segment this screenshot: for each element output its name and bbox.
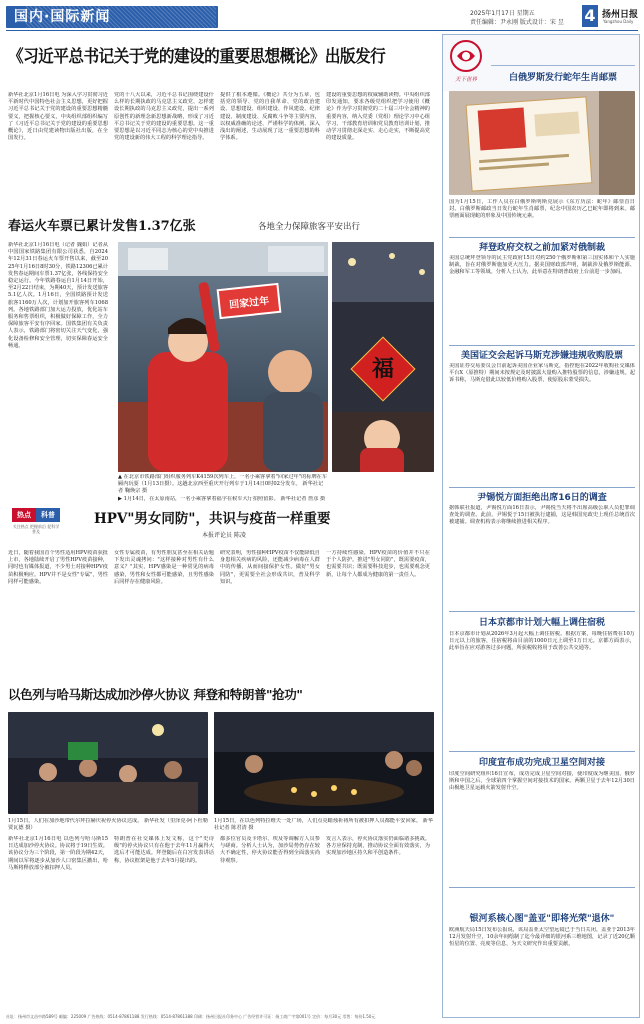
ceasefire-story [6,684,436,1020]
hpv-badge [8,508,68,542]
story3-text: 美国证券交易委员会日前起诉美国企业家马斯克，指控他在2022年收购社交媒体平台X（原推特）期间未按规定及时披露大量购入推特股票的信息，涉嫌违规。起诉书称，马斯克借此以较低价格购入股票，使原股东蒙受损失。 [449,363,635,384]
hpv-headline: HPV"男女同防"，共识与疫苗一样重要 [94,511,331,527]
sidebar-header-rule [491,65,635,66]
story1-text: 国为1月15日，工作人员在白俄罗斯明斯克展示《东方历法：蛇年》邮票首日封。白俄罗斯邮政当日发行蛇年生肖邮票，纪念中国农历乙巳蛇年即将到来。邮票画面展现蛇的形象及中国传统元素。 [449,199,635,220]
chunyun-photo-train [118,242,328,472]
chunyun-story [6,214,436,502]
story1-title: 白俄罗斯发行蛇年生肖邮票 [508,73,617,83]
chunyun-headline: 春运火车票已累计发售1.37亿张 [8,219,196,234]
hpv-story [6,508,436,678]
hpv-col-4: 一方持续性感染，HPV疫苗的价值并不只在于个人防护。推进"男女同防"，既需要疫苗，也需要共识；既需要科技进步，也需要观念更新，让每个人都成为健康的第一责任人。 [326,550,430,578]
ceasefire-headline: 以色列与哈马斯达成加沙停火协议 拜登和特朗普"抢功" [8,687,303,702]
divider-1 [449,237,635,238]
story3-title: 美国证交会起诉马斯克涉嫌违规收购股票 [460,351,623,361]
gaza-celebration [8,712,208,814]
paper-name: 扬州日报 [602,10,639,20]
lead-col-2: 党的十八大以来，习近平总书记围绕建设什么样的长期执政的马克思主义政党、怎样建设长期执政的马克思主义政党，提出一系列原创性的新理念新思想新战略，形成了习近平总书记关于党的建设的重要思想。这一重要思想是以习近平同志为核心的党中央推进党的建设新的伟大工程的科学理论指导。 [114,92,214,142]
stamp-scene [449,91,635,195]
chunyun-text: 新华社北京1月16日电（记者 魏娟）记者从中国国家铁路集团有限公司获悉，自2024年12月31日春运火车票开售以来，截至2025年1月16日8时30分，铁路12306已累计发售春运期间车票1.37亿张，各线保持安全稳定运行。今年铁路春运自1月14日开始，至2月22日结束，为期40天，预计发送旅客5.1亿人次。1月16日，全国铁路预计发送旅客1160万人次，计划加开旅客列车1068列。各地铁路部门加大运力投放，优化站车服务和售票组织，积极做好保障工作，全力保障旅客平安有序回家。国铁集团有关负责人表示，铁路部门将密切关注天气变化，强化设备检修和安全管理，切实保障春运安全畅通。 [8,242,108,349]
story5-title: 日本京都市计划大幅上调住宿税 [478,618,605,628]
story6-text: 印度空间研究组织16日宣布，成功完成卫星空间对接，使印度成为继美国、俄罗斯和中国之后，全球第四个掌握空间对接技术的国家。两颗卫星于去年12月30日由极地卫星运载火箭发射升空。 [449,771,635,792]
sign-text: 回家过年 [228,295,270,311]
hpv-col-2: 女性专属疫苗，有男性朋友甚至在相关话题下发出灵魂拷问："这样接种对男性有什么意义？"其实，HPV感染是一种常见的病毒感染，男性和女性都可能感染，且男性感染后同样存在健康风险。 [114,550,214,585]
chunyun-photo-fu [332,242,434,472]
story4-title: 尹锡悦方面拒绝出席16日的调查 [477,493,607,503]
sidebar [442,34,640,1018]
badge-top: 热点 [12,508,36,522]
divider-6 [449,887,635,888]
story2-text: 美国总统拜登领导的民主党政府15日对约250个俄罗斯和第三国实体和个人实施制裁，旨在对俄罗斯施加更大压力。据美国财政部声明，制裁涉及俄罗斯能源、金融和军工等领域。分析人士认为，此举意在特朗普政府上台前进一步加码。 [449,255,635,276]
page-number: 4 [582,5,598,27]
train-scene [118,242,328,472]
lead-story [6,36,436,232]
hpv-col-3: 研究表明，男性接种HPV疫苗不仅能降低自身患相关疾病的风险，还能减少病毒在人群中的传播，从而间接保护女性。做好"男女同防"，更需要全社会形成共识，普及科学知识。 [220,550,320,585]
ceasefire-caption-left: 1月15日，人们在加沙地带代尔拜拉赫庆祝停火协议达成。 新华社发（里泽克·阿卜杜勒贾瓦德 摄） [8,818,208,831]
ceasefire-col-2: 特朗普在社交媒体上发文称，这个"史诗级"的停火协议只有在他于去年11月赢得大选后才可能达成。拜登随后在白宫发表讲话称，协议框架是他于去年5月提出的。 [114,836,214,864]
story2-title: 拜登政府交权之前加紧对俄制裁 [478,243,605,253]
divider-3 [449,487,635,488]
paper-pinyin: Yangzhou Daily [603,19,634,24]
hpv-byline: 本报评论员 陈凌 [202,532,246,539]
ceasefire-col-3: 都多位官员及卡塔尔、埃及等调解方人员参与磋商。分析人士认为，加沙局势仍存在较大不确定性，停火协议能否得到全面落实尚待观察。 [220,836,320,864]
story5-text: 日本京都市计划从2026年3月起大幅上调住宿税。根据方案，每晚住宿费在10万日元以上的旅客，住宿税将由目前的1000日元上调至1万日元。京都方面表示，此举旨在应对游客过多问题，所获税收将用于改善公共交通等。 [449,631,635,652]
ceasefire-col-4: 发言人表示，停火协议落实仍面临诸多挑战。各方应保持克制，推动协议全面有效落实，为实现加沙地区持久和平创造条件。 [326,836,430,857]
divider-5 [449,751,635,752]
logo-caption: 天下世界 [454,77,477,83]
ceasefire-caption-right: 1月15日，在以色列特拉维夫一处广场，人们点亮蜡烛祈祷所有被扣押人员都能平安回家。 新华社记者 陈君清 摄 [214,818,434,831]
lead-col-3: 提供了根本遵循。《概论》共分为五章，包括党的领导、党的自我革命、党的政治建设、思想建设、组织建设、作风建设、纪律建设、制度建设、反腐败斗争等主要内容，以权威准确的论述、严谨科学的体例、深入浅出的阐述，生动展现了这一重要思想的科学体系。 [220,92,320,142]
badge-bottom: 科普 [36,508,60,522]
divider-2 [449,345,635,346]
ceasefire-photo-right [214,712,434,814]
story7-text: 欧洲航天局15日发布公报说，该局盖亚太空望远镜已于当日关闭。盖亚于2013年12月发射升空，10余年间绘制了迄今最详细的银河系三维地图，记录了近20亿颗恒星的位置、亮度等信息，为天文研究作出重要贡献。 [449,927,635,948]
story4-text: 据韩联社报道，尹锡悦方面16日表示，尹锡悦当天将不出席高级公职人员犯罪调查处的调查。此前，尹锡悦于15日被执行逮捕，这是韩国宪政史上现任总统首次被逮捕。调查机构表示将继续推进相关程序。 [449,505,635,526]
chunyun-caption-1: ▲ 在北京市铁路部门组织服务列车K4159次列车上，一名小乘客拿着"回家过年"的标牌在车厢内玩耍（1月13日摄）。这趟北京西至重庆开行列车于1月14日0时02分发车。 新华社记者 鞠焕宗 摄 [118,474,328,494]
story6-title: 印度宣布成功完成卫星空间对接 [478,758,605,768]
masthead [0,0,644,32]
divider-4 [449,611,635,612]
world-logo-icon [449,39,483,73]
footer-text: 社址：扬州市文昌中路589号 邮编：225009 广告热线：0514-87861188 发行热线：0514-87861388 印刷：扬州日报社印务中心 广告经营许可证：扬工商广字第001号 定价：每月30元 零售：每份1.50元 [6,1014,376,1019]
lead-col-1: 新华社北京1月16日电 为深入学习贯彻习近平新时代中国特色社会主义思想，更好把握习近平总书记关于党的建设的重要思想精髓要义，把握核心要义，中央组织部组织编写了《习近平总书记关于党的建设的重要思想概论》，近日由党建读物出版社出版，在全国发行。 [8,92,108,142]
fu-character: 福 [371,356,394,382]
tel-aviv-candles [214,712,434,814]
ceasefire-col-1: 新华社北京1月16日电 以色列与哈马斯15日达成加沙停火协议。协议将于19日生效。该协议分为三个阶段，第一阶段为期42天，期间以军将逐步从加沙人口密集区撤出，哈马斯将释放部分被扣押人员。 [8,836,108,871]
section-title: 国内·国际新闻 [14,9,111,25]
ceasefire-photo-left [8,712,208,814]
stamp-photo [449,91,635,195]
editor-line: 责任编辑：尹永刚 版式设计：宋 昱 [470,19,564,26]
masthead-rule [6,30,638,31]
hpv-col-1: 近日，随着我国首个男性适用HPV疫苗获批上市，各地陆续开启了男性HPV疫苗接种，同时也有媒体报道，不少男士对接种HPV疫苗积极响应。HPV并不是女性"专属"，男性同样可能感染。 [8,550,108,585]
chunyun-caption-2: ▶ 1月14日，在太原南站，一名小乘客拿着福字在候车大厅拍照留影。 新华社记者 詹彦 摄 [118,496,326,502]
story7-title: 银河系核心图"盖亚"即将光荣"退休" [469,914,615,924]
lead-headline: 《习近平总书记关于党的建设的重要思想概论》出版发行 [8,47,386,67]
chunyun-subhead: 各地全力保障旅客平安出行 [258,222,361,232]
lead-col-4: 建设的重要思想的权威辅助读物。中央组织部印发通知，要求各级党组织把学习使用《概论》作为学习贯彻党的二十届三中全会精神的重要内容，纳入党委（党组）理论学习中心组学习、干部教育培训和党员教育培训计划，推动学习贯彻走深走实、走心走实，不断提高党的建设质量。 [326,92,430,142]
badge-note: 关注热点 把握前沿 促科学普及 [12,524,60,534]
date-line: 2025年1月17日 星期五 [470,10,535,17]
